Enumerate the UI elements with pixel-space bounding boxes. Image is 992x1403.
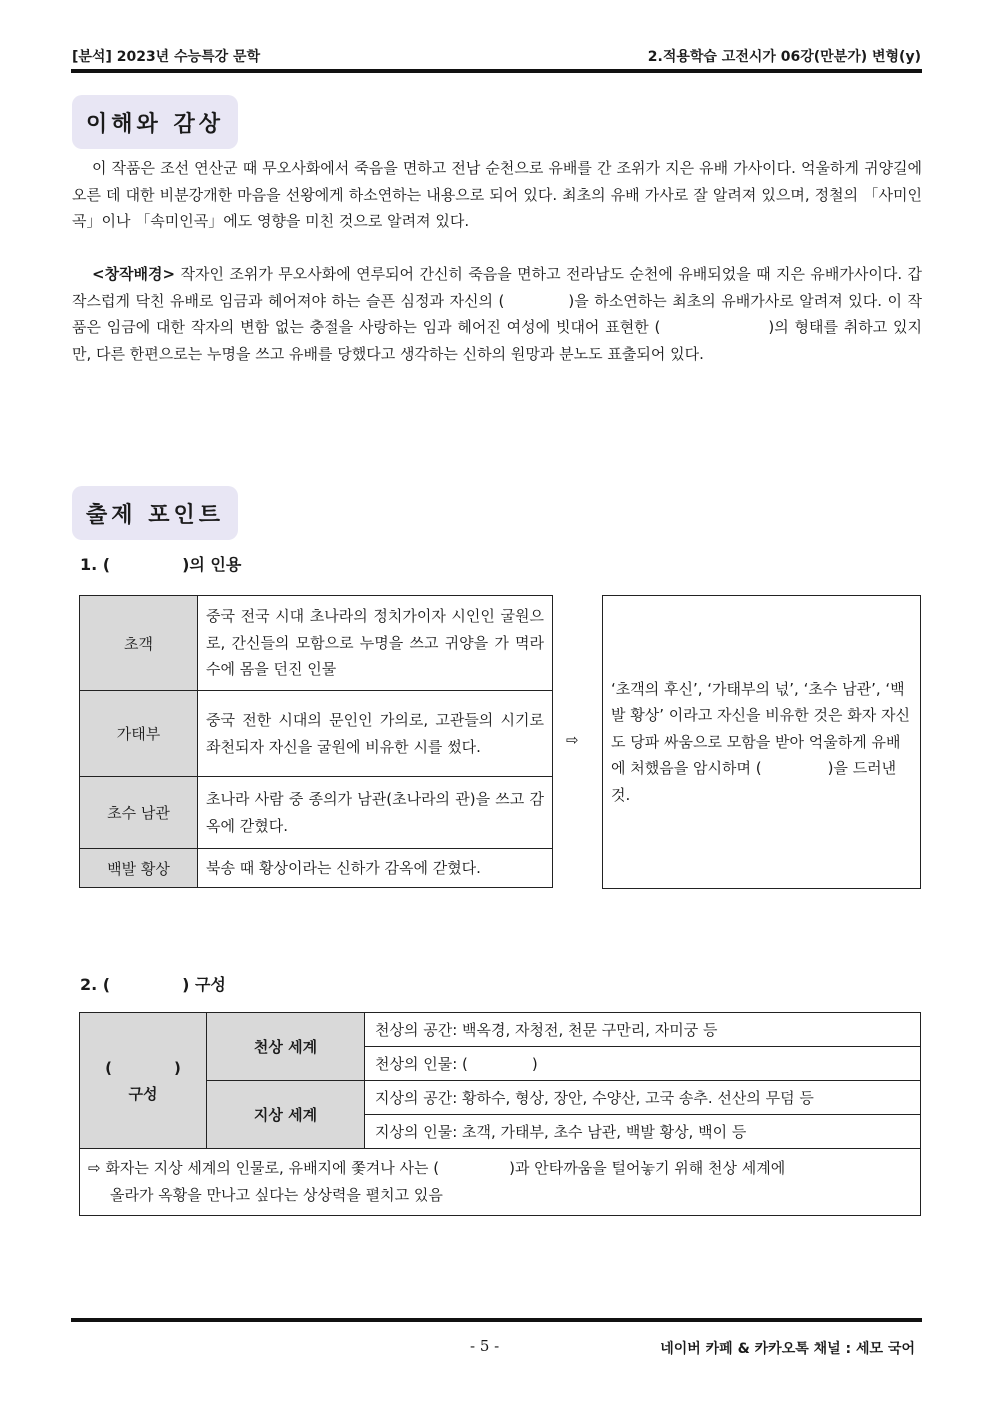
row-label: 초객 bbox=[80, 596, 198, 691]
row-label: 가태부 bbox=[80, 691, 198, 777]
background-text-a: 작자인 조위가 무오사화에 연루되어 간신히 죽음을 면하고 전라남도 순천에 유배되었을 때 지은 유배가사이다. 갑작스럽게 닥친 유배로 임금과 헤어져야 하는 슬픈 심정과 자신의 ( bbox=[72, 265, 922, 310]
allusion-summary-box bbox=[602, 595, 921, 889]
table-row bbox=[80, 1149, 921, 1216]
header-right: 2.적용학습 고전시가 06강(만분가) 변형(y) bbox=[647, 49, 921, 65]
header-rule bbox=[71, 69, 922, 73]
arrow-right-icon: ⇨ bbox=[566, 731, 579, 749]
table-row bbox=[80, 596, 553, 691]
footer-rule bbox=[71, 1318, 922, 1322]
arrow-right-icon: ⇨ bbox=[88, 1159, 101, 1177]
footer-credit: 네이버 카페 & 카카오톡 채널 : 세모 국어 bbox=[660, 1341, 915, 1357]
heaven-world-label: 천상 세계 bbox=[207, 1013, 365, 1081]
point2-title: 2. ( ) 구성 bbox=[80, 975, 226, 994]
row-text: 중국 전국 시대 초나라의 정치가이자 시인인 굴원으로, 간신들의 모함으로 누명을 쓰고 귀양을 가 멱라수에 몸을 던진 인물 bbox=[198, 596, 553, 691]
table-row bbox=[80, 1081, 921, 1115]
earth-world-label: 지상 세계 bbox=[207, 1081, 365, 1149]
page-header bbox=[72, 44, 921, 66]
background-label: <창작배경> bbox=[92, 265, 176, 283]
summary-text-a: ‘초객의 후신’, ‘가태부의 넋’, ‘초수 남관’, ‘백발 황상’ 이라고 자신을 비유한 것은 화자 자신도 당파 싸움으로 모함을 받아 억울하게 유배에 처했음을 암시하며 ( bbox=[611, 679, 910, 778]
table-row bbox=[80, 1013, 921, 1047]
header-left: [분석] 2023년 수능특강 문학 bbox=[72, 49, 261, 65]
row-text: 초나라 사람 중 종의가 남관(초나라의 관)을 쓰고 감옥에 갇혔다. bbox=[198, 777, 553, 849]
row-text: 중국 전한 시대의 문인인 가의로, 고관들의 시기로 좌천되자 자신을 굴원에 비유한 시를 썼다. bbox=[198, 691, 553, 777]
background-paragraph bbox=[72, 261, 922, 367]
section-title-exam-points: 출제 포인트 bbox=[72, 486, 238, 540]
page-number: - 5 - bbox=[470, 1337, 500, 1355]
structure-table bbox=[79, 1012, 921, 1216]
background-text-c: )의 형태를 취하고 있지만, 다른 한편으로는 누명을 쓰고 유배를 당했다고 생각하는 신하의 원망과 분노도 표출되어 있다. bbox=[72, 318, 922, 363]
intro-paragraph: 이 작품은 조선 연산군 때 무오사화에서 죽음을 면하고 전남 순천으로 유배를 간 조위가 지은 유배 가사이다. 억울하게 귀양길에 오른 데 대한 비분강개한 마음을 선왕에게 하소연하는 내용으로 되어 있다. 최초의 유배 가사로 잘 알려져 있으며, 정철의 「사미인곡」이나 「속미인곡」에도 영향을 미친 것으로 알려져 있다. bbox=[72, 159, 922, 230]
table-row bbox=[80, 849, 553, 888]
section-title-understanding: 이해와 감상 bbox=[72, 95, 238, 149]
allusion-table bbox=[79, 595, 553, 888]
row-label: 초수 남관 bbox=[80, 777, 198, 849]
structure-note: ⇨ 화자는 지상 세계의 인물로, 유배지에 쫓겨나 사는 ( )과 안타까움을 털어놓기 위해 천상 세계에 올라가 옥황을 만나고 싶다는 상상력을 펼치고 있음 bbox=[80, 1149, 921, 1216]
point1-title: 1. ( )의 인용 bbox=[80, 555, 242, 574]
row-text: 북송 때 황상이라는 신하가 감옥에 갇혔다. bbox=[198, 849, 553, 888]
earth-space: 지상의 공간: 황하수, 형상, 장안, 수양산, 고국 송추. 선산의 무덤 등 bbox=[365, 1081, 921, 1115]
structure-left-label: ( ) 구성 bbox=[80, 1013, 207, 1149]
table-row bbox=[80, 777, 553, 849]
heaven-space: 천상의 공간: 백옥경, 자청전, 천문 구만리, 자미궁 등 bbox=[365, 1013, 921, 1047]
row-label: 백발 황상 bbox=[80, 849, 198, 888]
table-row bbox=[80, 691, 553, 777]
earth-people: 지상의 인물: 초객, 가태부, 초수 남관, 백발 황상, 백이 등 bbox=[365, 1115, 921, 1149]
summary-text-b: )을 드러낸 것. bbox=[611, 759, 897, 804]
background-text-b: )을 하소연하는 최초의 유배가사로 알려져 있다. 이 작품은 임금에 대한 작자의 변함 없는 충절을 사랑하는 임과 헤어진 여성에 빗대어 표현한 ( bbox=[72, 291, 922, 336]
heaven-people: 천상의 인물: ( ) bbox=[365, 1047, 921, 1081]
